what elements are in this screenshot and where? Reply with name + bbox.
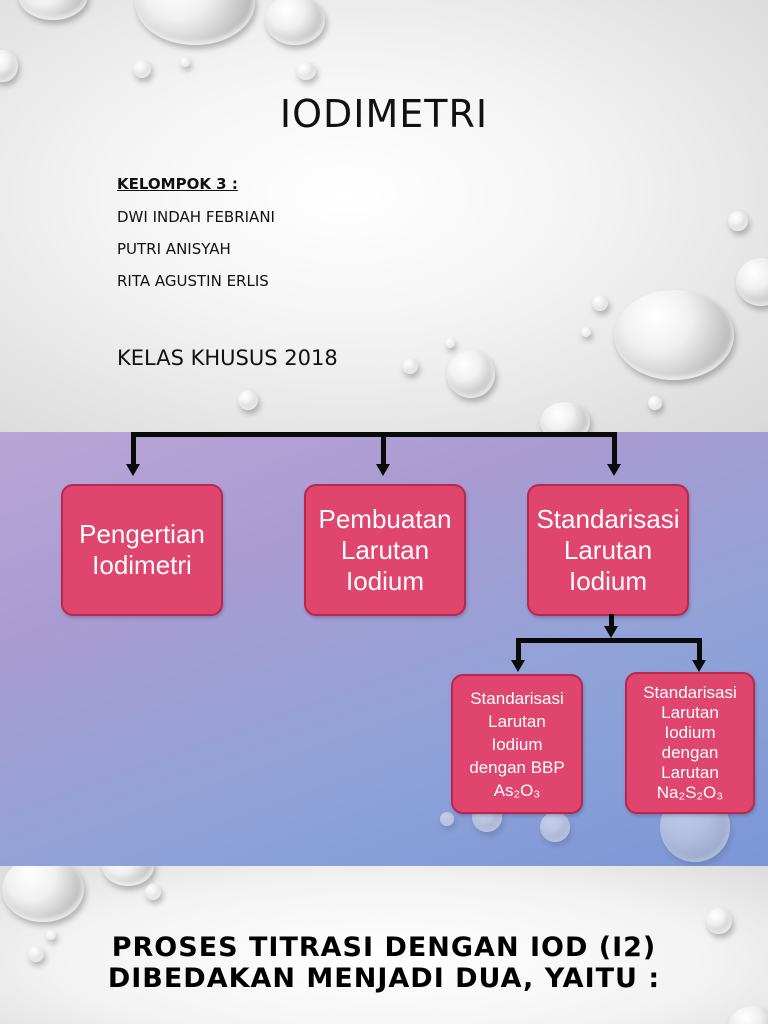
connector-line xyxy=(516,638,702,643)
water-droplet xyxy=(180,57,190,67)
box-standarisasi xyxy=(527,484,689,616)
connector-line xyxy=(697,638,702,662)
member-name: PUTRI ANISYAH xyxy=(117,240,231,258)
page-title: IODIMETRI xyxy=(279,92,489,136)
slide-heading xyxy=(0,866,768,1024)
water-droplet xyxy=(648,396,662,410)
water-droplet xyxy=(581,327,591,337)
water-droplet xyxy=(102,866,154,886)
water-droplet xyxy=(728,1006,768,1024)
class-label: KELAS KHUSUS 2018 xyxy=(117,346,338,370)
water-droplet xyxy=(18,0,88,20)
water-droplet xyxy=(133,60,151,78)
connector-line xyxy=(381,432,386,466)
water-droplet xyxy=(440,812,454,826)
box-standarisasi-tiosulfat xyxy=(625,672,755,814)
slide-title xyxy=(0,0,768,432)
slide-diagram xyxy=(0,432,768,866)
water-droplet xyxy=(736,258,768,306)
water-droplet xyxy=(706,908,732,934)
water-droplet xyxy=(296,62,316,80)
water-droplet xyxy=(540,402,590,432)
connector-line xyxy=(612,432,617,466)
arrow-down-icon xyxy=(376,464,390,476)
box-standarisasi-bbp xyxy=(451,674,583,814)
water-droplet xyxy=(2,866,84,922)
water-droplet xyxy=(135,0,255,45)
box-pembuatan xyxy=(304,484,466,616)
member-name: DWI INDAH FEBRIANI xyxy=(117,208,275,226)
group-label: KELOMPOK 3 : xyxy=(117,175,238,193)
water-droplet xyxy=(0,50,18,82)
member-name: RITA AGUSTIN ERLIS xyxy=(117,272,269,290)
arrow-down-icon xyxy=(126,464,140,476)
water-droplet xyxy=(402,358,418,374)
arrow-down-icon xyxy=(607,464,621,476)
water-droplet xyxy=(445,338,455,348)
water-droplet xyxy=(238,390,258,410)
box-label: Pengertian Iodimetri xyxy=(79,519,205,580)
box-label: Standarisasi Larutan Iodium dengan Larutan Na₂S₂O₃ xyxy=(643,683,737,802)
water-droplet xyxy=(145,884,161,900)
water-droplet xyxy=(447,350,495,398)
connector-line xyxy=(131,432,617,437)
box-pengertian xyxy=(61,484,223,616)
water-droplet xyxy=(265,0,325,45)
arrow-down-icon xyxy=(511,660,525,672)
box-label: Standarisasi Larutan Iodium dengan BBP As₂O₃ xyxy=(469,688,565,800)
box-label: Standarisasi Larutan Iodium xyxy=(536,503,680,596)
water-droplet xyxy=(614,290,734,380)
connector-line xyxy=(131,432,136,466)
section-heading: PROSES TITRASI DENGAN IOD (I2) DIBEDAKAN MENJADI DUA, YAITU : xyxy=(107,932,661,994)
arrow-down-icon xyxy=(604,626,618,638)
connector-line xyxy=(516,638,521,662)
water-droplet xyxy=(592,295,608,311)
water-droplet xyxy=(728,211,748,231)
arrow-down-icon xyxy=(692,660,706,672)
box-label: Pembuatan Larutan Iodium xyxy=(318,503,452,596)
water-droplet xyxy=(540,812,570,842)
